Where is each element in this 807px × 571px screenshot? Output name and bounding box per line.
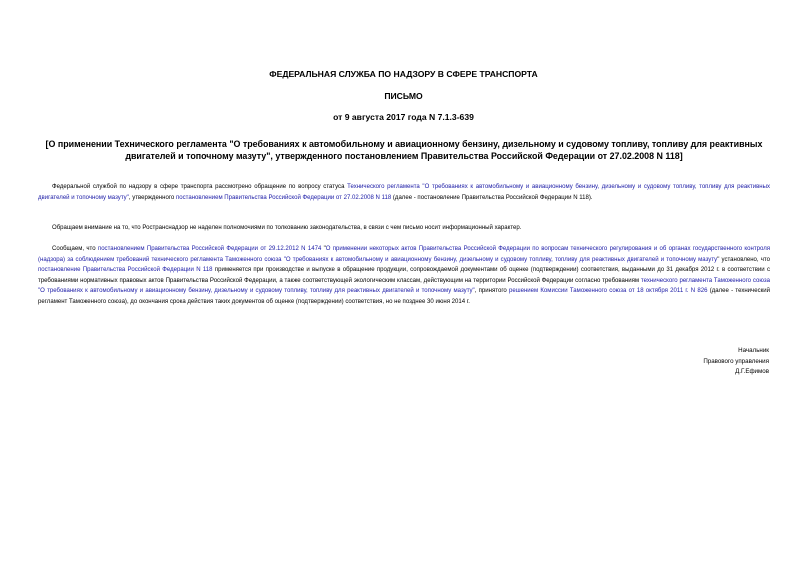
paragraph-3 (38, 244, 770, 308)
p3-text-6: (далее - технический регламент Таможенного союза), до окончания срока действия таких документов об оценке (подтверждении) соответствия, но не позднее 30 июня 2014 г. (38, 288, 770, 305)
p3-text-3: " установлено, что (717, 256, 770, 263)
p1-text-2: , утвержденного (128, 194, 176, 201)
p3-text-2: " (321, 246, 326, 252)
signature-name: Д.Г.Ефимов (735, 368, 769, 376)
p3-text-5: , принятого (474, 288, 509, 295)
p3-text-1: Сообщаем, что (52, 246, 98, 252)
paragraph-1 (38, 182, 770, 203)
link-resolution-1474-title[interactable]: О применении некоторых актов Правительства Российской Федерации по вопросам технического регулирования и об органах государственного контроля (надзора) за соблюдением требований технического регламента Таможенного союза "О требованиях к автомобильному и авиационному бензину, дизельному и судовому топливу, топливу для реактивных двигателей и топочному мазуту (38, 246, 771, 263)
p1-text-3: (далее - постановление Правительства Российской Федерации N 118). (391, 194, 593, 201)
link-technical-regulation[interactable]: Технического регламента "О требованиях к автомобильному и авиационному бензину, дизельному и судовому топливу, топливу для реактивных двигателей и топочному мазуту" (38, 184, 770, 201)
link-customs-union-regulation[interactable]: технического регламента Таможенного союза "О требованиях к автомобильному и авиационному бензину, дизельному и судовому топливу, топливу для реактивных двигателей и топочному мазуту" (38, 277, 770, 295)
signature-position: Начальник (738, 347, 769, 354)
document-type-heading: ПИСЬМО (384, 91, 423, 101)
link-resolution-1474[interactable]: постановлением Правительства Российской Федерации от 29.12.2012 N 1474 (97, 246, 322, 252)
agency-heading: ФЕДЕРАЛЬНАЯ СЛУЖБА ПО НАДЗОРУ В СФЕРЕ ТРАНСПОРТА (269, 69, 538, 79)
signature-block (703, 346, 769, 378)
link-commission-decision-826[interactable]: решением Комиссии Таможенного союза от 18 октября 2011 г. N 826 (509, 288, 708, 295)
p1-text-1: Федеральной службой по надзору в сфере транспорта рассмотрено обращение по вопросу статуса (52, 184, 348, 190)
signature-department: Правового управления (703, 357, 769, 365)
p3-text-4: применяется при производстве и выпуске в обращение продукции, сопровождаемой документами об оценке (подтверждении) соответствия, выданными до 31 декабря 2012 г. в соответствии с требованиями нормативных правовых актов Правительства Российской Федерации, а также соответствующей экологическим классам, действующим на территории Российской Федерации согласно требованиям (38, 267, 770, 284)
document-subject: [О применении Технического регламента "О требованиях к автомобильному и авиационному бензину, дизельному и судовому топливу, топливу для реактивных двигателей и топочному мазуту", утвержденного постановлением Правительства Российской Федерации от 27.02.2008 N 118] (45, 139, 763, 161)
link-resolution-118[interactable]: постановлением Правительства Российской Федерации от 27.02.2008 N 118 (175, 194, 392, 201)
p2-text-1: Обращаем внимание на то, что Ространснадзор не наделен полномочиями по толкованию законодательства, в связи с чем письмо носит информационный характер. (52, 225, 522, 231)
link-resolution-118-second[interactable]: постановление Правительства Российской Федерации N 118 (38, 267, 213, 274)
paragraph-2 (38, 223, 770, 234)
date-number-heading: от 9 августа 2017 года N 7.1.3-639 (333, 112, 474, 122)
